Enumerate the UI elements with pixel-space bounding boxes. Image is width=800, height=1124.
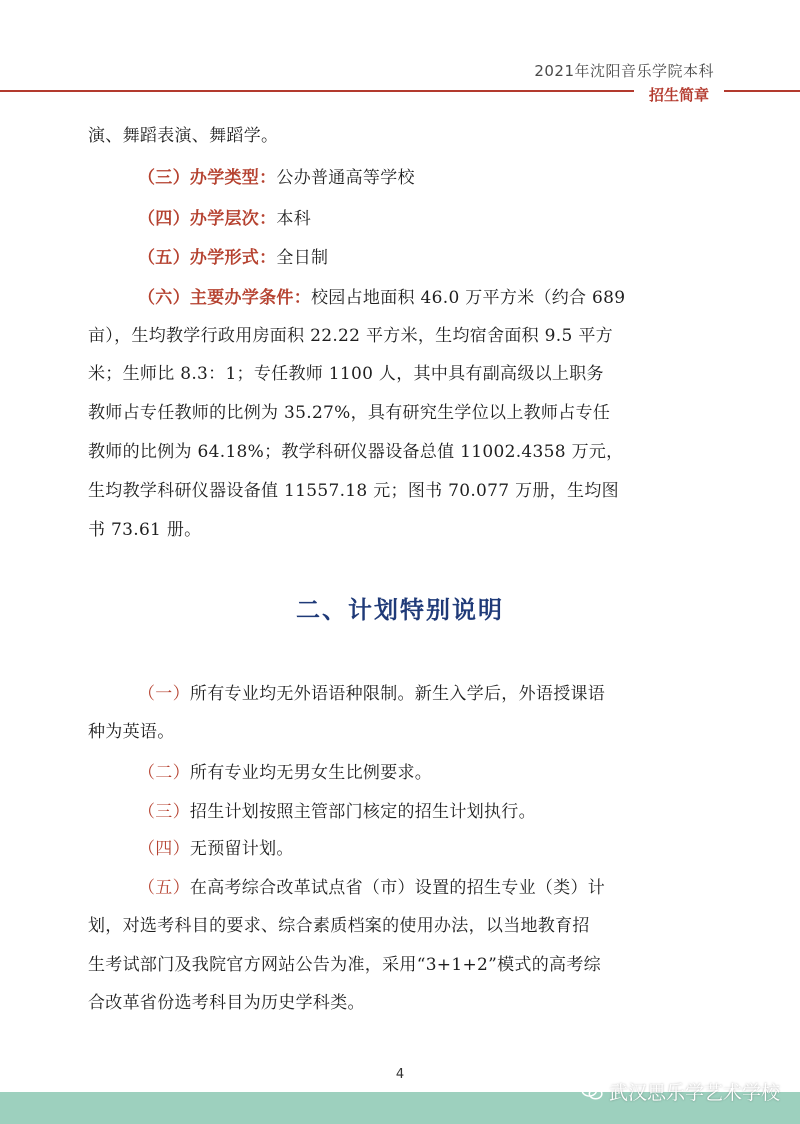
note-text: 招生计划按照主管部门核定的招生计划执行。	[189, 802, 536, 822]
note-text: 无预留计划。	[189, 839, 294, 859]
note-5-line-2: 划，对选考科目的要求、综合素质档案的使用办法，以当地教育招	[88, 916, 590, 936]
note-number: （五）	[138, 878, 190, 898]
header-tab: 招生简章	[634, 84, 724, 106]
watermark	[581, 1078, 780, 1105]
conditions-line-7: 书 73.61 册。	[88, 520, 202, 540]
wechat-icon	[581, 1083, 603, 1101]
note-number: （四）	[138, 839, 190, 859]
note-1-line-2: 种为英语。	[88, 722, 175, 742]
item-value: 本科	[276, 209, 312, 229]
conditions-line-5: 教师的比例为 64.18%；教学科研仪器设备总值 11002.4358 万元，	[88, 442, 624, 462]
item-value: 公办普通高等学校	[276, 168, 415, 188]
conditions-text: 校园占地面积 46.0 万平方米（约合 689	[311, 288, 626, 308]
conditions-line-2: 亩），生均教学行政用房面积 22.22 平方米，生均宿舍面积 9.5 平方	[88, 326, 613, 346]
note-number: （一）	[138, 684, 190, 704]
item-label: （五）办学形式：	[138, 248, 277, 268]
conditions-line-4: 教师占专任教师的比例为 35.27%，具有研究生学位以上教师占专任	[88, 403, 611, 423]
note-1-line-1	[138, 679, 712, 704]
item-school-type	[138, 163, 762, 188]
note-4	[138, 834, 712, 859]
item-school-level	[138, 204, 762, 229]
note-5-line-3: 生考试部门及我院官方网站公告为准，采用“3+1+2”模式的高考综	[88, 955, 601, 975]
note-5-line-1	[138, 873, 712, 898]
watermark-text: 武汉思乐学艺术学校	[608, 1082, 780, 1104]
header-title: 2021年沈阳音乐学院本科	[534, 62, 714, 80]
item-value: 全日制	[276, 248, 329, 268]
item-label: （四）办学层次：	[138, 209, 277, 229]
section-title: 二、计划特别说明	[296, 595, 504, 624]
note-5-line-4: 合改革省份选考科目为历史学科类。	[88, 993, 365, 1013]
note-number: （二）	[138, 763, 190, 783]
note-text: 所有专业均无外语语种限制。新生入学后，外语授课语	[189, 684, 606, 704]
note-number: （三）	[138, 802, 190, 822]
item-label: （三）办学类型：	[138, 168, 277, 188]
conditions-label: （六）主要办学条件：	[138, 288, 311, 308]
note-2	[138, 758, 712, 783]
item-school-form	[138, 243, 762, 268]
note-text: 所有专业均无男女生比例要求。	[189, 763, 433, 783]
note-3	[138, 797, 712, 822]
note-text: 在高考综合改革试点省（市）设置的招生专业（类）计	[189, 878, 606, 898]
page-number: 4	[395, 1067, 405, 1082]
conditions-line-6: 生均教学科研仪器设备值 11557.18 元；图书 70.077 万册，生均图	[88, 481, 619, 501]
conditions-line-3: 米；生师比 8.3：1；专任教师 1100 人，其中具有副高级以上职务	[88, 364, 604, 384]
conditions-line-1	[138, 283, 712, 308]
continued-line: 演、舞蹈表演、舞蹈学。	[88, 126, 279, 146]
